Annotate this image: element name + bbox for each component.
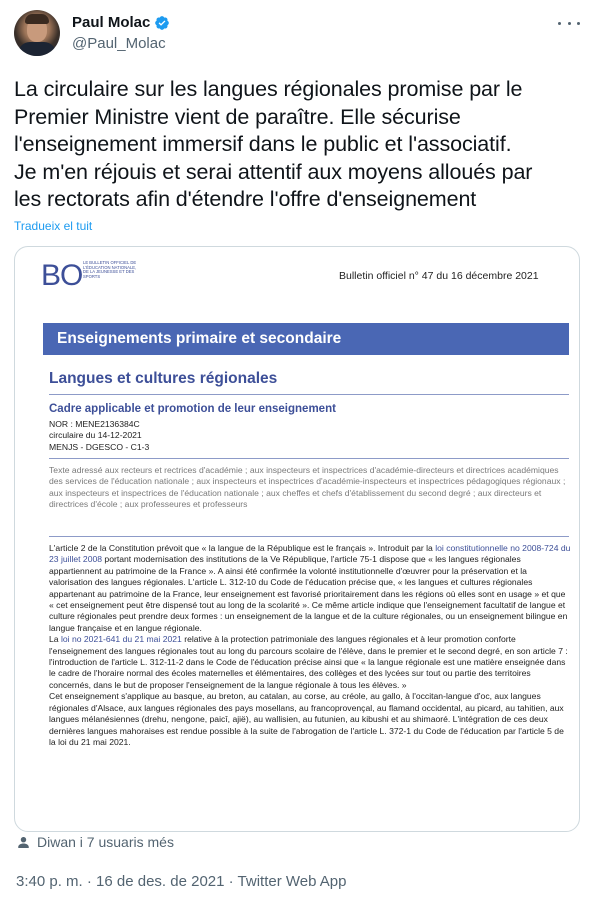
tweet-line: l'enseignement immersif dans le public et l'associatif. (14, 132, 512, 157)
tweet-line: La circulaire sur les langues régionales promise par le (14, 77, 523, 101)
bo-logo-subtitle: LE BULLETIN OFFICIEL DE L'ÉDUCATION NATIONALE, DE LA JEUNESSE ET DES SPORTS (83, 260, 137, 279)
document-link: loi constitutionnelle no 2008-724 du 23 juillet 2008 (49, 543, 571, 565)
divider (49, 458, 569, 459)
document-meta (49, 419, 149, 453)
author-handle[interactable]: @Paul_Molac (72, 35, 166, 52)
media-card[interactable] (14, 246, 580, 832)
person-icon (16, 835, 31, 850)
tweet-line: Je m'en réjouis et serai attentif aux moyens alloués par (14, 159, 533, 184)
tweet-text (14, 76, 584, 214)
document-addressees: Texte adressé aux recteurs et rectrices d'académie ; aux inspecteurs et inspectrices d'académie-directeurs et directrices académiques des services de l'éducation nationale ; aux inspecteurs et inspectrices d'académie-inspecteurs et inspectrices pédagogiques régionaux ; aux inspecteurs et inspectrices de l'éducation nationale ; aux cheffes et chefs d'établissement du second degré ; aux directeurs et directrices d'école ; aux professeures et professeurs (49, 465, 566, 510)
section-banner: Enseignements primaire et secondaire (43, 323, 569, 355)
document-link: loi no 2021-641 du 21 mai 2021 (60, 634, 182, 645)
avatar[interactable] (14, 10, 60, 56)
document-paragraph-text: Cet enseignement s'applique au basque, au breton, au catalan, au corse, au créole, au gallo, à l'occitan-langue d'oc, aux langues régionales d'Alsace, aux langues régionales des pays mosellans, au francoprovençal, au flamand occidental, au picard, au tahitien, aux langues mélanésiennes (drehu, nengone, paicî, ajië), au wallisien, au futunien, au kibushi et au shimaoré. L'intégration de ces deux dernières langues mahoraises est rendue possible à la suite de l'abrogation de l'article L. 372-1 du Code de l'éducation par l'article 5 de la loi du 21 mai 2021. (49, 691, 564, 747)
tweet-line: Premier Ministre vient de paraître. Elle sécurise (14, 104, 461, 129)
document-paragraph-text: relative à la protection patrimoniale des langues régionales et à leur promotion conforte l'enseignement des langues régionales tout au long du parcours scolaire de l'élève, dans le premier et le second degré, en son article 7 : l'introduction de l'article L. 312-11-2 dans le Code de l'éducation précise ainsi que « la langue régionale est une matière enseignée dans le cadre de l'horaire normal des écoles maternelles et élémentaires, des collèges et des lycées sur tout ou partie des territoires concernés, dans le but de proposer l'enseignement de la langue régionale à tous les élèves. » (49, 634, 568, 690)
likes-text[interactable]: Diwan i 7 usuaris més (37, 834, 174, 850)
divider (49, 536, 569, 537)
document-subheading: Cadre applicable et promotion de leur enseignement (49, 403, 336, 415)
author-name[interactable]: Paul Molac (72, 14, 151, 31)
document-image (31, 253, 569, 827)
more-options-icon[interactable] (558, 13, 580, 33)
document-body (49, 543, 571, 748)
document-paragraph-text: portant modernisation des institutions de la Ve République, l'article 75-1 dispose que « les langues régionales appartiennent au patrimoine de la France ». A ainsi été confirmée la volonté institutionnelle d'œuvrer pour la préservation et la valorisation des langues régionales. L'article L. 312-10 du Code de l'éducation précise que, « les langues et cultures régionales appartenant au patrimoine de la France, leur enseignement est favorisé prioritairement dans les régions où elles sont en usage » et que « cet enseignement peut être dispensé tout au long de la scolarité ». Ce même article indique que l'enseignement facultatif de langue et culture régionales peut prendre deux formes : un enseignement de la langue et de la culture régionales, ou un enseignement bilingue en langue française et en langue régionale. (49, 554, 568, 633)
document-heading: Langues et cultures régionales (49, 370, 278, 387)
likes-row[interactable] (16, 834, 174, 850)
tweet-timestamp[interactable]: 3:40 p. m. · 16 de des. de 2021 · Twitter Web App (16, 873, 347, 890)
meta-line: MENJS - DGESCO - C1-3 (49, 441, 150, 452)
meta-line: NOR : MENE2136384C (49, 419, 140, 429)
document-paragraph-text: La (49, 634, 61, 645)
translate-link[interactable]: Tradueix el tuit (14, 219, 93, 233)
author-name-row[interactable] (72, 14, 170, 31)
document-paragraph-text: L'article 2 de la Constitution prévoit que « la langue de la République est le français ». Introduit par la (49, 543, 436, 553)
meta-line: circulaire du 14-12-2021 (49, 430, 142, 441)
bo-logo: BO (41, 259, 83, 292)
avatar-hair (25, 14, 49, 24)
tweet-line: les rectorats afin d'étendre l'offre d'enseignement (14, 187, 477, 212)
avatar-suit (18, 42, 56, 56)
divider (49, 394, 569, 395)
verified-badge-icon (154, 15, 170, 31)
bulletin-reference: Bulletin officiel n° 47 du 16 décembre 2021 (339, 270, 539, 282)
